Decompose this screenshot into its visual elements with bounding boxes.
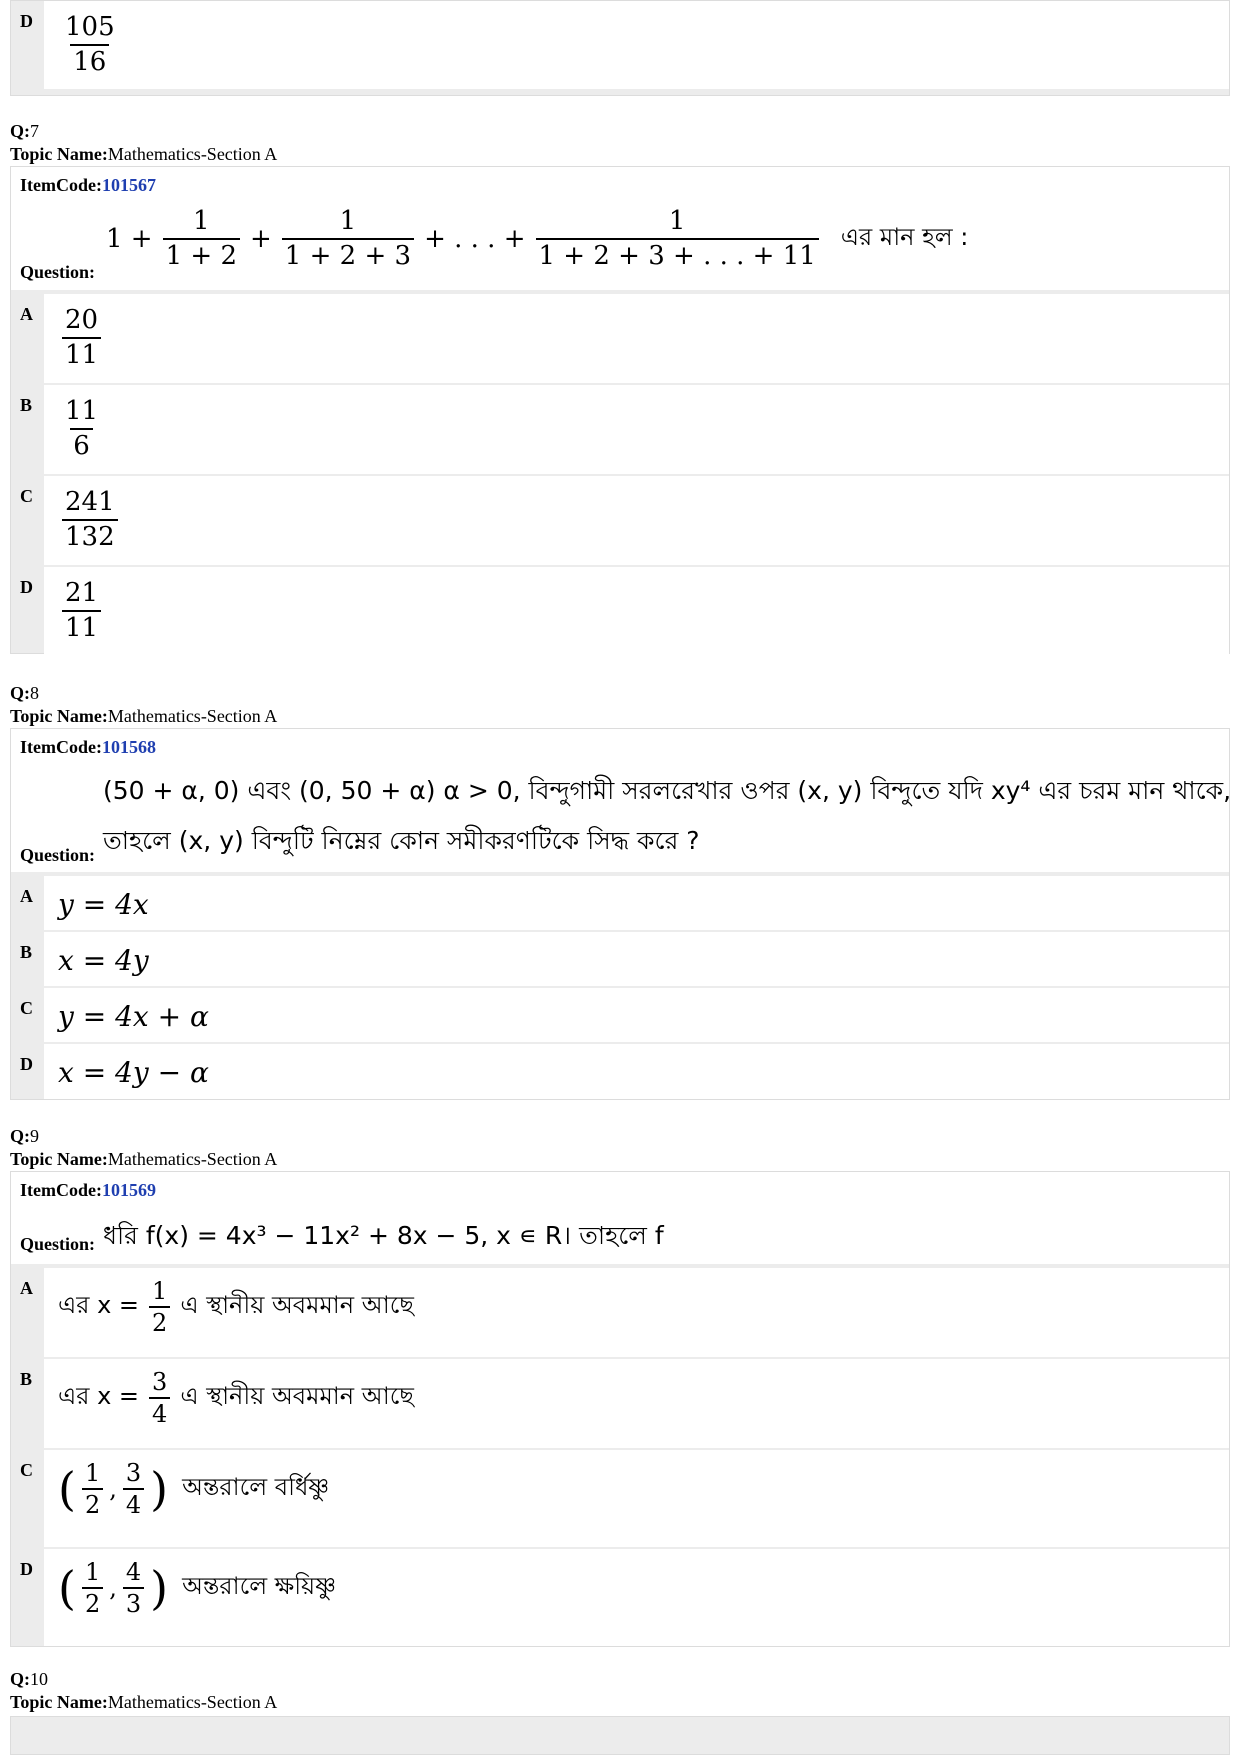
question-label: Question: [20, 845, 96, 865]
option-b[interactable]: B x = 4y [11, 932, 1229, 986]
question-number: Q:8 [10, 683, 39, 703]
option-letter: D [20, 11, 33, 31]
question-number: Q:9 [10, 1126, 39, 1146]
question-line-1: (50 + α, 0) এবং (0, 50 + α) α > 0, বিন্দুগামী সরলরেখার ওপর (x, y) বিন্দুতে যদি xy⁴ এর চরম মান থাকে, [103, 776, 1232, 805]
topic-name: Topic Name:Mathematics-Section A [10, 1692, 278, 1712]
question-card-8 [10, 728, 1230, 1100]
option-body [44, 1, 1229, 89]
fraction: $\frac{1}{1 + 2 + 3 + . . . + 11}$ [536, 207, 819, 270]
item-code: ItemCode:101568 [20, 737, 156, 757]
option-c[interactable]: C ( $\frac{1}{2}$ , $\frac{3}{4}$ ) অন্তরালে বর্ধিষ্ণু [11, 1450, 1229, 1547]
question-number: Q:7 [10, 121, 39, 141]
question-number: Q:10 [10, 1669, 48, 1689]
topic-name: Topic Name:Mathematics-Section A [10, 144, 278, 164]
question-line-2: তাহলে (x, y) বিন্দুটি নিম্নের কোন সমীকরণটিকে সিদ্ধ করে ? [103, 826, 700, 855]
option-d[interactable]: D x = 4y − α [11, 1044, 1229, 1099]
question-card-9 [10, 1171, 1230, 1647]
question-label: Question: [20, 262, 96, 282]
option-d[interactable] [11, 1, 1229, 89]
item-code: ItemCode:101569 [20, 1180, 156, 1200]
question-box [11, 167, 1229, 292]
question-text: 1 + $\frac{1}{1 + 2}$ + $\frac{1}{1 + 2 + 3}$ + . . . + $\frac{1}{1 + 2 + 3 + . . . + 11}$ এর মান হল : [106, 206, 969, 271]
option-b[interactable]: B $\frac{11}{6}$ [11, 385, 1229, 474]
option-a[interactable]: A y = 4x [11, 876, 1229, 930]
previous-question-fragment [10, 0, 1230, 96]
question-box [11, 729, 1232, 874]
option-d[interactable]: D ( $\frac{1}{2}$ , $\frac{4}{3}$ ) অন্তরালে ক্ষয়িষ্ণু [11, 1549, 1229, 1646]
fraction: $\frac{105}{16}$ [65, 12, 115, 77]
topic-name: Topic Name:Mathematics-Section A [10, 706, 278, 726]
fraction: $\frac{1}{1 + 2}$ [163, 207, 240, 270]
option-c[interactable]: C y = 4x + α [11, 988, 1229, 1042]
question-text: ধরি f(x) = 4x³ − 11x² + 8x − 5, x ∊ R। তাহলে f [103, 1221, 664, 1250]
option-a[interactable]: A এর x = $\frac{1}{2}$ এ স্থানীয় অবমমান আছে [11, 1268, 1229, 1357]
question-card-10 [10, 1716, 1230, 1755]
option-a[interactable]: A $\frac{20}{11}$ [11, 294, 1229, 383]
fraction: $\frac{1}{1 + 2 + 3}$ [282, 207, 414, 270]
question-card-7 [10, 166, 1230, 654]
question-box [11, 1172, 1229, 1266]
question-label: Question: [20, 1234, 96, 1254]
topic-name: Topic Name:Mathematics-Section A [10, 1149, 278, 1169]
item-code: ItemCode:101567 [20, 175, 156, 195]
option-d[interactable]: D $\frac{21}{11}$ [11, 567, 1229, 655]
option-c[interactable]: C $\frac{241}{132}$ [11, 476, 1229, 565]
option-b[interactable]: B এর x = $\frac{3}{4}$ এ স্থানীয় অবমমান আছে [11, 1359, 1229, 1448]
